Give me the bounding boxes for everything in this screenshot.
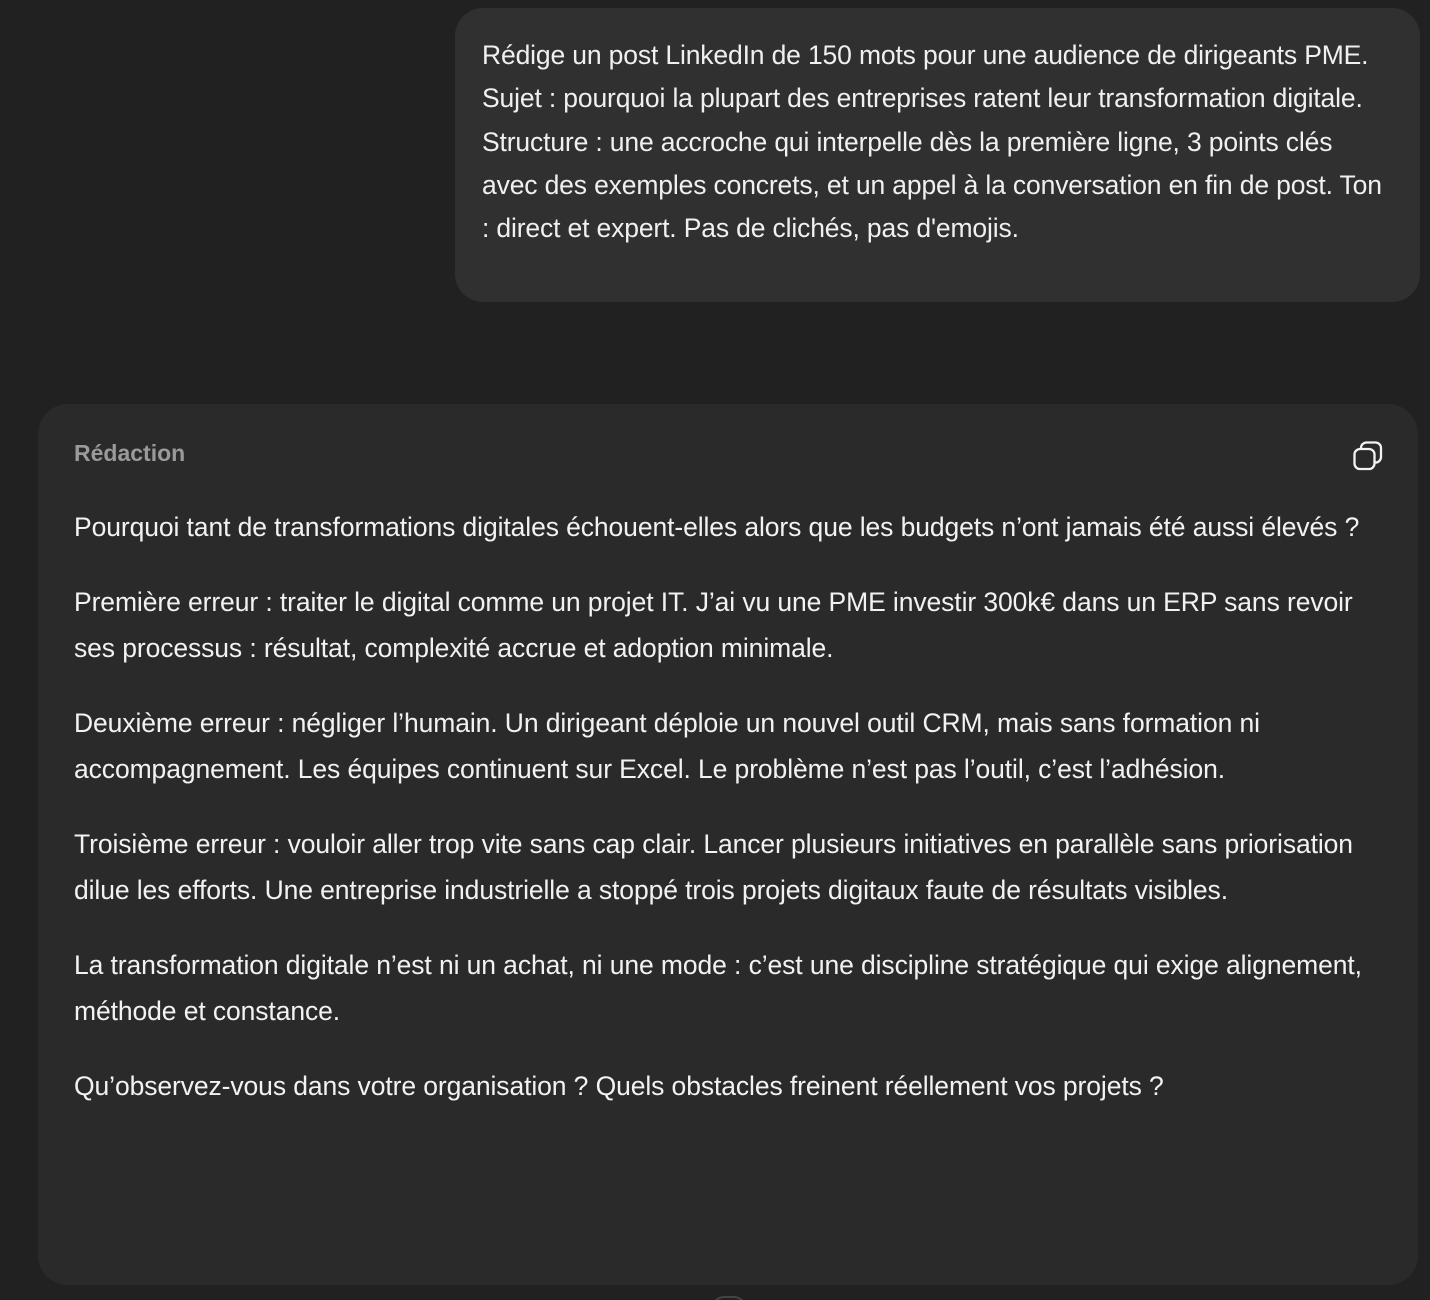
canvas-title: Rédaction [74,440,186,466]
post-point-1-paragraph: Première erreur : traiter le digital comme un projet IT. J’ai vu une PME investir 300k€ dans un ERP sans revoir ses processus : résultat, complexité accrue et adoption minimale. [74,586,1353,663]
post-call-to-action-paragraph: Qu’observez-vous dans votre organisation ? Quels obstacles freinent réellement vos projets ? [74,1070,1164,1101]
post-hook-paragraph: Pourquoi tant de transformations digitales échouent-elles alors que les budgets n’ont jamais été aussi élevés ? [74,512,1360,542]
user-message-bubble [455,8,1420,302]
post-conclusion-paragraph: La transformation digitale n’est ni un achat, ni une mode : c’est une discipline stratégique qui exige alignement, méthode et constance. [74,949,1362,1026]
scroll-down-button[interactable] [712,1296,746,1300]
copy-button[interactable] [1348,436,1388,476]
canvas-content[interactable] [74,504,1382,1109]
user-message-text: Rédige un post LinkedIn de 150 mots pour une audience de dirigeants PME. Sujet : pourquoi la plupart des entreprises ratent leur transformation digitale. Structure : une accroche qui interpelle dès la première ligne, 3 points clés avec des exemples concrets, et un appel à la conversation en fin de post. Ton : direct et expert. Pas de clichés, pas d'emojis. [482,40,1382,244]
writing-canvas-card [38,404,1418,1285]
canvas-header [74,404,1382,504]
post-point-3-paragraph: Troisième erreur : vouloir aller trop vite sans cap clair. Lancer plusieurs initiatives en parallèle sans priorisation dilue les efforts. Une entreprise industrielle a stoppé trois projets digitaux faute de résultats visibles. [74,828,1353,905]
copy-icon [1351,439,1385,473]
post-point-2-paragraph: Deuxième erreur : négliger l’humain. Un dirigeant déploie un nouvel outil CRM, mais sans formation ni accompagnement. Les équipes continuent sur Excel. Le problème n’est pas l’outil, c’est l’adhésion. [74,707,1260,784]
